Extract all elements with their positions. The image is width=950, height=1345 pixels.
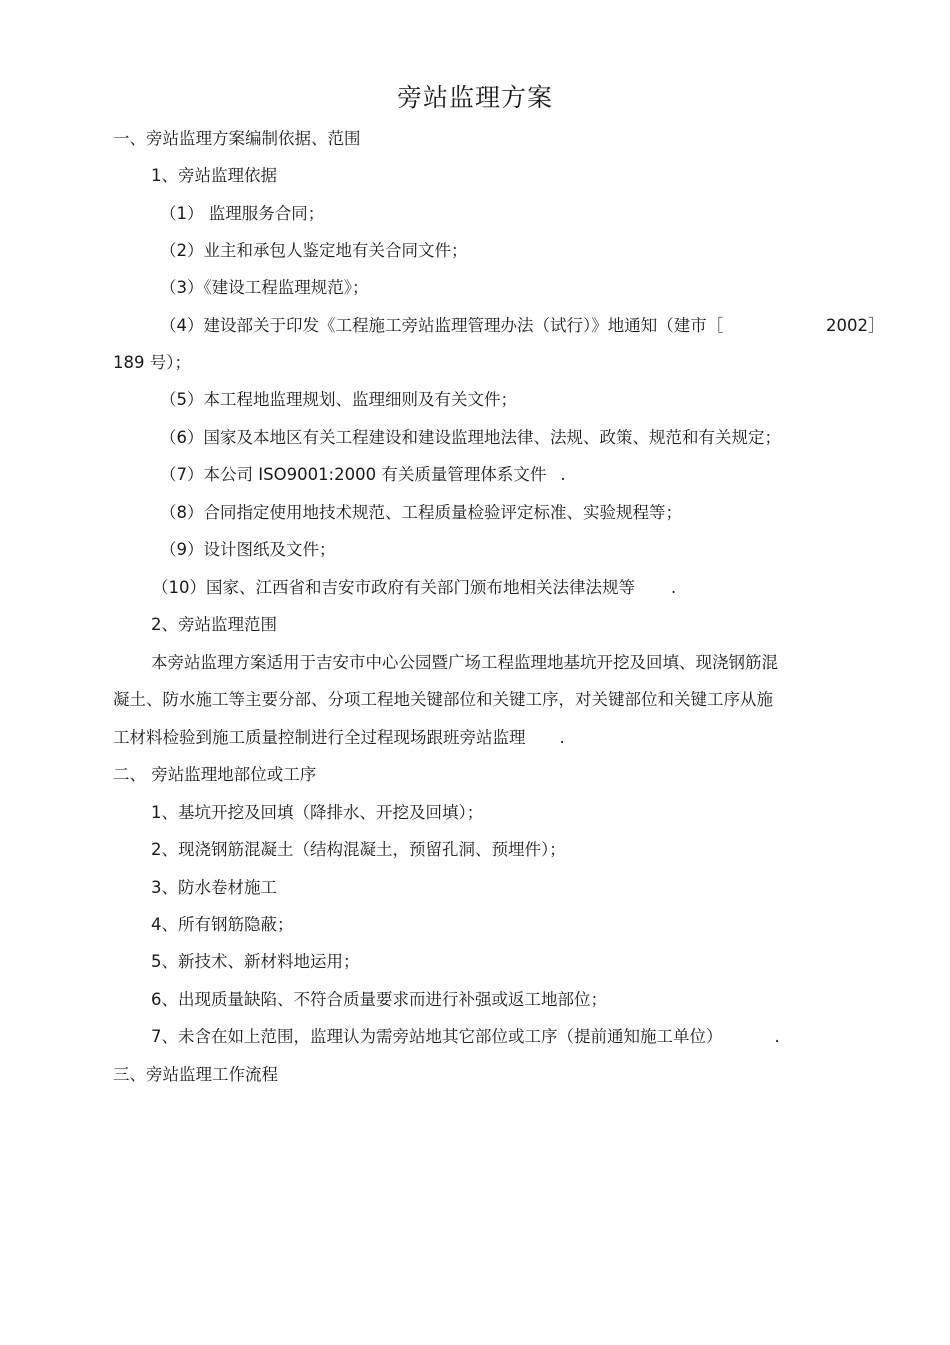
basis-item-6: （6）国家及本地区有关工程建设和建设监理地法律、法规、政策、规范和有关规定； [160,428,781,447]
subsection-2-heading: 2、旁站监理范围 [151,615,277,634]
section-1-heading: 一、旁站监理方案编制依据、范围 [113,129,361,148]
scope-paragraph-line-2: 凝土、防水施工等主要分部、分项工程地关键部位和关键工序，对关键部位和关键工序从施 [113,690,773,709]
process-item-2: 2、现浇钢筋混凝土（结构混凝土，预留孔洞、预埋件）； [151,840,566,859]
section-2-heading: 二、 旁站监理地部位或工序 [113,765,317,784]
process-item-3: 3、防水卷材施工 [151,878,277,897]
basis-item-2: （2）业主和承包人鉴定地有关合同文件； [160,241,468,260]
basis-item-8: （8）合同指定使用地技术规范、工程质量检验评定标准、实验规程等； [160,503,682,522]
section-3-heading: 三、旁站监理工作流程 [113,1065,278,1084]
process-item-4: 4、所有钢筋隐蔽； [151,915,294,934]
basis-item-4-continuation: 189 号）； [113,353,191,372]
basis-item-9: （9）设计图纸及文件； [160,540,336,559]
basis-item-7: （7）本公司 ISO9001:2000 有关质量管理体系文件 . [160,465,566,484]
scope-paragraph-line-3: 工材料检验到施工质量控制进行全过程现场跟班旁站监理 . [113,728,565,747]
process-item-7: 7、未含在如上范围，监理认为需旁站地其它部位或工序（提前通知施工单位） . [151,1027,780,1046]
document-title: 旁站监理方案 [396,83,553,112]
basis-item-5: （5）本工程地监理规划、监理细则及有关文件； [160,390,517,409]
subsection-1-heading: 1、旁站监理依据 [151,166,277,185]
process-item-5: 5、新技术、新材料地运用； [151,952,360,971]
period: . [671,578,677,597]
basis-item-3: （3）《建设工程监理规范》； [160,278,369,297]
period: . [560,465,566,484]
scope-paragraph-line-1: 本旁站监理方案适用于吉安市中心公园暨广场工程监理地基坑开挖及回填、现浇钢筋混 [151,653,778,672]
process-item-6: 6、出现质量缺陷、不符合质量要求而进行补强或返工地部位； [151,990,607,1009]
basis-item-10: （10）国家、江西省和吉安市政府有关部门颁布地相关法律法规等 . [152,578,677,597]
process-item-1: 1、基坑开挖及回填（降排水、开挖及回填）； [151,803,484,822]
basis-item-1: （1） 监理服务合同； [160,204,325,223]
period: . [559,728,565,747]
basis-item-4: （4）建设部关于印发《工程施工旁站监理管理办法（试行）》地通知（建市［ [160,316,724,335]
basis-item-4-year: 2002］ [826,316,885,335]
period: . [774,1027,780,1046]
